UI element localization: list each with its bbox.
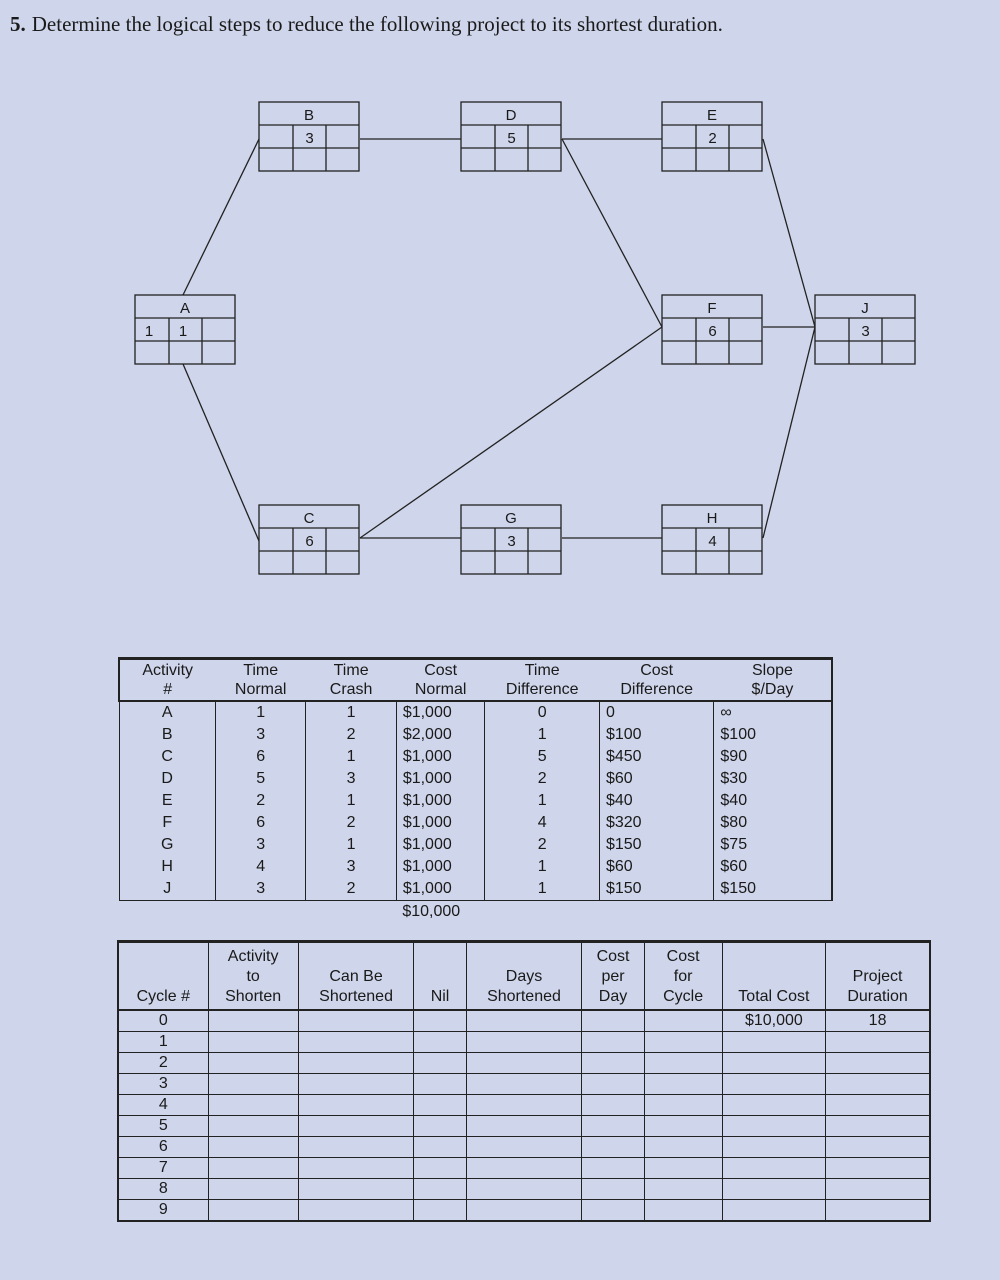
activity-row <box>119 812 832 834</box>
activity-cell: $1,000 <box>396 768 485 790</box>
activity-cell: 2 <box>215 790 306 812</box>
cycle-cell <box>644 1179 722 1200</box>
cycle-cell <box>414 1095 466 1116</box>
cycle-cell <box>414 1053 466 1074</box>
activity-cell: 6 <box>215 746 306 768</box>
cycle-table-header: Cycle # <box>118 942 208 1011</box>
activity-cell: D <box>119 768 215 790</box>
cycle-table-header: Project Duration <box>826 942 930 1011</box>
cycle-cell <box>414 1010 466 1032</box>
cycle-cell <box>722 1053 826 1074</box>
cycle-cell <box>298 1032 414 1053</box>
activity-cell: 1 <box>306 746 396 768</box>
cycle-row <box>118 1053 930 1074</box>
activity-table-header: Activity # <box>119 659 215 702</box>
cycle-cell <box>298 1179 414 1200</box>
cycle-cell: 2 <box>118 1053 208 1074</box>
activity-node-e <box>662 102 762 171</box>
cycle-table-header: Nil <box>414 942 466 1011</box>
cycle-cell <box>298 1074 414 1095</box>
cycle-cell: 3 <box>118 1074 208 1095</box>
activity-cell: $150 <box>599 834 713 856</box>
cycle-cell <box>826 1074 930 1095</box>
edge-E-J <box>763 139 815 327</box>
node-duration: 6 <box>305 533 314 550</box>
activity-cell: 3 <box>306 768 396 790</box>
activity-cell: 0 <box>485 701 599 724</box>
activity-cell: 2 <box>306 724 396 746</box>
cycle-cell <box>826 1116 930 1137</box>
edge-A-C <box>183 364 259 541</box>
activity-cell: $1,000 <box>396 701 485 724</box>
node-label: B <box>303 107 315 124</box>
activity-cell: ∞ <box>714 701 832 724</box>
node-duration: 3 <box>305 130 314 147</box>
cycle-cell <box>826 1032 930 1053</box>
cycle-cell: 6 <box>118 1137 208 1158</box>
cycle-cell <box>414 1158 466 1179</box>
cycle-cell <box>414 1074 466 1095</box>
activity-cell: 1 <box>485 724 599 746</box>
cycle-cell <box>298 1053 414 1074</box>
activity-cell: $60 <box>714 856 832 878</box>
cycle-cell <box>466 1032 582 1053</box>
node-duration: 4 <box>708 533 717 550</box>
activity-cell: $60 <box>599 856 713 878</box>
cycle-cell <box>208 1032 298 1053</box>
activity-row <box>119 701 832 724</box>
activity-cell: 1 <box>485 878 599 901</box>
cycle-table-header: Cost for Cycle <box>644 942 722 1011</box>
activity-cell: F <box>119 812 215 834</box>
activity-table-header: Time Difference <box>485 659 599 702</box>
cycle-cell: $10,000 <box>722 1010 826 1032</box>
cycle-cell <box>208 1200 298 1222</box>
activity-cell: 2 <box>485 834 599 856</box>
cycle-cell: 7 <box>118 1158 208 1179</box>
activity-table <box>118 657 833 923</box>
cycle-cell <box>644 1032 722 1053</box>
activity-cell: $1,000 <box>396 856 485 878</box>
cycle-row <box>118 1137 930 1158</box>
activity-cell: 1 <box>215 701 306 724</box>
activity-table-header: Time Normal <box>215 659 306 702</box>
cycle-cell <box>826 1053 930 1074</box>
activity-cell: $320 <box>599 812 713 834</box>
node-label: C <box>303 510 315 527</box>
activity-table-header: Cost Normal <box>396 659 485 702</box>
cycle-cell <box>582 1179 644 1200</box>
node-label: F <box>707 300 717 317</box>
cycle-cell <box>722 1074 826 1095</box>
activity-cell: 2 <box>306 878 396 901</box>
cycle-cell <box>826 1200 930 1222</box>
activity-cell: 6 <box>215 812 306 834</box>
activity-cell: 0 <box>599 701 713 724</box>
cycle-cell: 9 <box>118 1200 208 1222</box>
node-label: D <box>505 107 517 124</box>
activity-cell: $1,000 <box>396 746 485 768</box>
cycle-cell <box>826 1158 930 1179</box>
activity-cell: $100 <box>714 724 832 746</box>
cycle-cell: 5 <box>118 1116 208 1137</box>
cycle-row <box>118 1158 930 1179</box>
cycle-cell <box>644 1074 722 1095</box>
cycle-cell <box>466 1200 582 1222</box>
activity-cell: $2,000 <box>396 724 485 746</box>
activity-row <box>119 768 832 790</box>
activity-node-f <box>662 295 762 364</box>
activity-row <box>119 790 832 812</box>
activity-cell: $90 <box>714 746 832 768</box>
cycle-table <box>117 940 931 1222</box>
cycle-cell <box>582 1074 644 1095</box>
cycle-row <box>118 1074 930 1095</box>
cycle-row <box>118 1179 930 1200</box>
cycle-cell <box>826 1137 930 1158</box>
cycle-cell <box>826 1179 930 1200</box>
cycle-row <box>118 1010 930 1032</box>
cycle-cell <box>208 1074 298 1095</box>
activity-cell: 1 <box>306 790 396 812</box>
activity-table-header: Time Crash <box>306 659 396 702</box>
activity-cell: $60 <box>599 768 713 790</box>
activity-node-b <box>259 102 359 171</box>
activity-row <box>119 724 832 746</box>
cycle-cell <box>298 1158 414 1179</box>
node-label: G <box>505 510 517 527</box>
cycle-cell <box>644 1116 722 1137</box>
cycle-table-header: Total Cost <box>722 942 826 1011</box>
cycle-cell <box>414 1137 466 1158</box>
cycle-cell <box>414 1116 466 1137</box>
node-early-start: 1 <box>144 323 154 340</box>
activity-row <box>119 878 832 901</box>
cycle-cell: 8 <box>118 1179 208 1200</box>
activity-cell: $30 <box>714 768 832 790</box>
cycle-cell <box>298 1095 414 1116</box>
question-prompt: Determine the logical steps to reduce the following project to its shortest duration. <box>31 12 723 36</box>
cycle-cell: 4 <box>118 1095 208 1116</box>
activity-cell: $40 <box>714 790 832 812</box>
cycle-cell <box>466 1137 582 1158</box>
activity-cell: G <box>119 834 215 856</box>
cycle-cell <box>582 1010 644 1032</box>
activity-cell: $150 <box>714 878 832 901</box>
edge-A-B <box>183 139 259 295</box>
edge-C-F <box>360 327 662 538</box>
activity-cell: $1,000 <box>396 878 485 901</box>
cycle-cell <box>466 1179 582 1200</box>
node-duration: 1 <box>178 323 188 340</box>
cycle-cell <box>582 1053 644 1074</box>
cycle-row <box>118 1032 930 1053</box>
cycle-table-header: Can Be Shortened <box>298 942 414 1011</box>
cycle-cell <box>208 1010 298 1032</box>
cycle-cell <box>826 1095 930 1116</box>
node-label: A <box>179 300 191 317</box>
cycle-cell <box>414 1179 466 1200</box>
cycle-cell <box>414 1032 466 1053</box>
cycle-cell <box>582 1095 644 1116</box>
cycle-cell <box>582 1032 644 1053</box>
activity-table-header: Slope $/Day <box>714 659 832 702</box>
activity-row <box>119 834 832 856</box>
activity-cell: E <box>119 790 215 812</box>
activity-cell: $1,000 <box>396 790 485 812</box>
cycle-cell <box>644 1053 722 1074</box>
activity-cell: 4 <box>215 856 306 878</box>
activity-row <box>119 856 832 878</box>
cycle-cell <box>298 1010 414 1032</box>
cycle-cell <box>722 1116 826 1137</box>
cycle-cell <box>722 1095 826 1116</box>
activity-row <box>119 746 832 768</box>
cycle-cell <box>466 1074 582 1095</box>
cycle-cell <box>466 1053 582 1074</box>
activity-cell: J <box>119 878 215 901</box>
question-number: 5. <box>10 12 26 36</box>
activity-node-c <box>259 505 359 574</box>
activity-node-g <box>461 505 561 574</box>
cycle-cell <box>582 1137 644 1158</box>
activity-cell: 1 <box>485 790 599 812</box>
cycle-cell <box>644 1010 722 1032</box>
cycle-cell <box>466 1010 582 1032</box>
node-duration: 5 <box>507 130 516 147</box>
node-label: J <box>861 300 869 317</box>
activity-cell: 5 <box>485 746 599 768</box>
edge-H-J <box>763 327 815 538</box>
activity-cell: 3 <box>306 856 396 878</box>
cycle-cell <box>298 1200 414 1222</box>
node-duration: 2 <box>708 130 717 147</box>
cycle-cell: 0 <box>118 1010 208 1032</box>
cycle-row <box>118 1116 930 1137</box>
cycle-cell <box>466 1116 582 1137</box>
activity-table-header: Cost Difference <box>599 659 713 702</box>
activity-cell: $450 <box>599 746 713 768</box>
cycle-cell <box>208 1116 298 1137</box>
activity-node-d <box>461 102 561 171</box>
cycle-table-header: Days Shortened <box>466 942 582 1011</box>
cycle-table-header: Activity to Shorten <box>208 942 298 1011</box>
cycle-cell <box>466 1095 582 1116</box>
activity-cell: B <box>119 724 215 746</box>
cycle-cell <box>208 1179 298 1200</box>
node-duration: 3 <box>507 533 516 550</box>
activity-cell: C <box>119 746 215 768</box>
activity-node-h <box>662 505 762 574</box>
activity-node-a <box>135 295 235 364</box>
activity-cell: 1 <box>306 701 396 724</box>
node-duration: 3 <box>861 323 870 340</box>
cycle-cell: 18 <box>826 1010 930 1032</box>
activity-cell: A <box>119 701 215 724</box>
activity-cell: 1 <box>485 856 599 878</box>
activity-cell: $75 <box>714 834 832 856</box>
cycle-row <box>118 1200 930 1222</box>
activity-cell: 3 <box>215 724 306 746</box>
cycle-cell <box>414 1200 466 1222</box>
activity-cell: 1 <box>306 834 396 856</box>
cycle-cell <box>208 1158 298 1179</box>
cycle-table-header: Cost per Day <box>582 942 644 1011</box>
cycle-cell <box>298 1137 414 1158</box>
cycle-cell <box>582 1158 644 1179</box>
activity-cell: $1,000 <box>396 834 485 856</box>
cycle-cell <box>644 1158 722 1179</box>
node-duration: 6 <box>708 323 717 340</box>
activity-cell: 3 <box>215 878 306 901</box>
network-edges <box>183 139 815 541</box>
node-label: E <box>706 107 718 124</box>
activity-cell: $150 <box>599 878 713 901</box>
activity-total-row <box>119 901 832 924</box>
activity-cell: $1,000 <box>396 812 485 834</box>
activity-cell: H <box>119 856 215 878</box>
activity-cell: $100 <box>599 724 713 746</box>
cycle-cell <box>582 1116 644 1137</box>
cycle-cell <box>208 1137 298 1158</box>
node-label: H <box>706 510 718 527</box>
activity-cell: 2 <box>306 812 396 834</box>
activity-cell: $40 <box>599 790 713 812</box>
cycle-cell <box>644 1137 722 1158</box>
cycle-cell <box>722 1137 826 1158</box>
cycle-cell <box>722 1158 826 1179</box>
cycle-cell <box>208 1053 298 1074</box>
activity-cell: 2 <box>485 768 599 790</box>
cycle-cell <box>466 1158 582 1179</box>
cycle-cell <box>644 1200 722 1222</box>
edge-D-F <box>562 139 662 327</box>
activity-cell: 5 <box>215 768 306 790</box>
activity-cell: 3 <box>215 834 306 856</box>
cycle-cell <box>722 1032 826 1053</box>
cycle-cell <box>722 1200 826 1222</box>
cycle-row <box>118 1095 930 1116</box>
cycle-cell <box>644 1095 722 1116</box>
cycle-cell <box>722 1179 826 1200</box>
cycle-cell: 1 <box>118 1032 208 1053</box>
activity-cell: $80 <box>714 812 832 834</box>
cycle-cell <box>208 1095 298 1116</box>
activity-node-j <box>815 295 915 364</box>
activity-cell: 4 <box>485 812 599 834</box>
cost-normal-total: $10,000 <box>402 903 461 920</box>
cycle-cell <box>582 1200 644 1222</box>
cycle-cell <box>298 1116 414 1137</box>
